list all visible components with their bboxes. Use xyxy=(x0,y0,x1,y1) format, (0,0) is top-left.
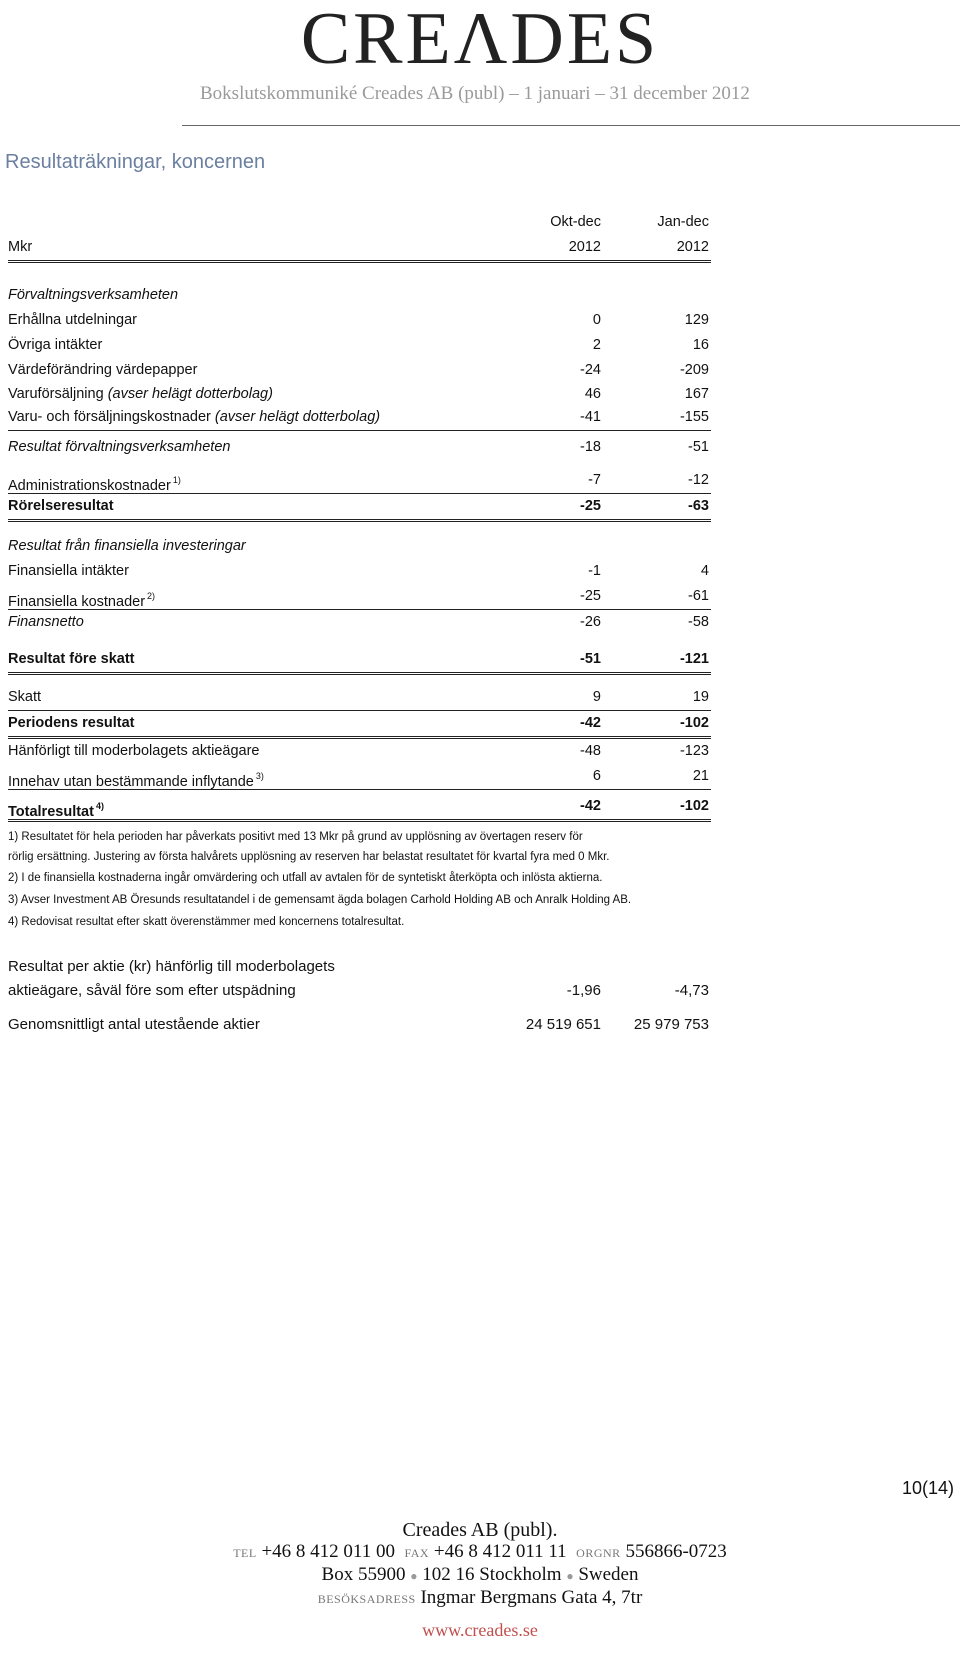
col2-year: 2012 xyxy=(676,239,709,255)
table-row: Hänförligt till moderbolagets aktieägare -48 -123 xyxy=(8,743,709,759)
table-row: Värdeförändring värdepapper -24 -209 xyxy=(8,362,709,378)
unit-label: Mkr xyxy=(8,239,33,255)
table-row: Resultat före skatt -51 -121 xyxy=(8,647,711,675)
footer-visit: BESÖKSADRESS Ingmar Bergmans Gata 4, 7tr xyxy=(317,1587,643,1608)
footnote-2: 2) I de finansiella kostnaderna ingår omvärdering och utfall av avtalen för de syntetiskt återköpta och inlösta aktierna. xyxy=(8,872,603,884)
table-header-row-2 xyxy=(8,235,711,263)
footnote-1: 1) Resultatet för hela perioden har påverkats positivt med 13 Mkr på grund av upplösning av övertagen reserv för xyxy=(8,831,583,843)
table-row: Skatt 9 19 xyxy=(8,685,711,711)
footnote-3: 3) Avser Investment AB Öresunds resultatandel i de gemensamt ägda bolagen Carhold Holding AB och Anralk Holding AB. xyxy=(8,894,632,906)
footer-company: Creades AB (publ). xyxy=(402,1519,558,1541)
table-row: Periodens resultat -42 -102 xyxy=(8,711,711,739)
footer-website-link[interactable]: www.creades.se xyxy=(422,1620,538,1640)
footnote-4: 4) Redovisat resultat efter skatt överenstämmer med koncernens totalresultat. xyxy=(8,916,405,928)
header-divider xyxy=(182,125,960,126)
footer-contact: TEL +46 8 412 011 00 FAX +46 8 412 011 11 ORGNR 556866-0723 xyxy=(233,1541,727,1562)
table-row: Finansiella kostnader $^{2)}$ -25 -61 xyxy=(8,584,711,610)
col1-header: Okt-dec xyxy=(550,214,601,230)
report-subtitle: Bokslutskommuniké Creades AB (publ) – 1 januari – 31 december 2012 xyxy=(200,83,750,104)
table-row: Finansnetto -26 -58 xyxy=(8,614,709,630)
page-number: 10(14) xyxy=(901,1478,954,1498)
col2-header: Jan-dec xyxy=(657,214,709,230)
footer-address: Box 55900 ● 102 16 Stockholm ● Sweden xyxy=(321,1564,639,1585)
table-row: Varu- och försäljningskostnader (avser helägt dotterbolag) -41 -155 xyxy=(8,405,711,431)
table-row: Förvaltningsverksamheten xyxy=(8,287,179,303)
table-row: Innehav utan bestämmande inflytande $^{3)}$ 6 21 xyxy=(8,764,711,790)
table-row: Resultat från finansiella investeringar xyxy=(8,538,246,554)
eps-row-2: aktieägare, såväl före som efter utspädning -1,96 -4,73 xyxy=(8,982,709,999)
section-title: Resultaträkningar, koncernen xyxy=(5,151,266,173)
shares-row: Genomsnittligt antal utestående aktier 24 519 651 25 979 753 xyxy=(8,1016,709,1033)
col1-year: 2012 xyxy=(568,239,601,255)
table-row: Totalresultat $^{4)}$ -42 -102 xyxy=(8,794,711,822)
table-row: Varuförsäljning (avser helägt dotterbolag) 46 167 xyxy=(8,386,709,402)
footnotes xyxy=(8,827,708,933)
company-logo: CREΛDES xyxy=(300,0,660,80)
footnote-1-cont: rörlig ersättning. Justering av första halvårets upplösning av reserven har belastat resultatet för kvartal fyra med 0 Mkr. xyxy=(8,851,610,863)
table-row: Finansiella intäkter -1 4 xyxy=(8,563,709,579)
table-row: Administrationskostnader $^{1)}$ -7 -12 xyxy=(8,468,711,494)
table-header-row-1 xyxy=(8,210,711,235)
table-row: Resultat förvaltningsverksamheten -18 -51 xyxy=(8,439,709,455)
eps-section xyxy=(8,955,711,1037)
income-statement-table xyxy=(8,210,711,822)
table-row: Erhållna utdelningar 0 129 xyxy=(8,312,709,328)
eps-row-1: Resultat per aktie (kr) hänförlig till moderbolagets xyxy=(8,958,335,975)
footer xyxy=(0,1519,960,1641)
table-row: Övriga intäkter 2 16 xyxy=(8,337,709,353)
table-row: Rörelseresultat -25 -63 xyxy=(8,494,711,522)
